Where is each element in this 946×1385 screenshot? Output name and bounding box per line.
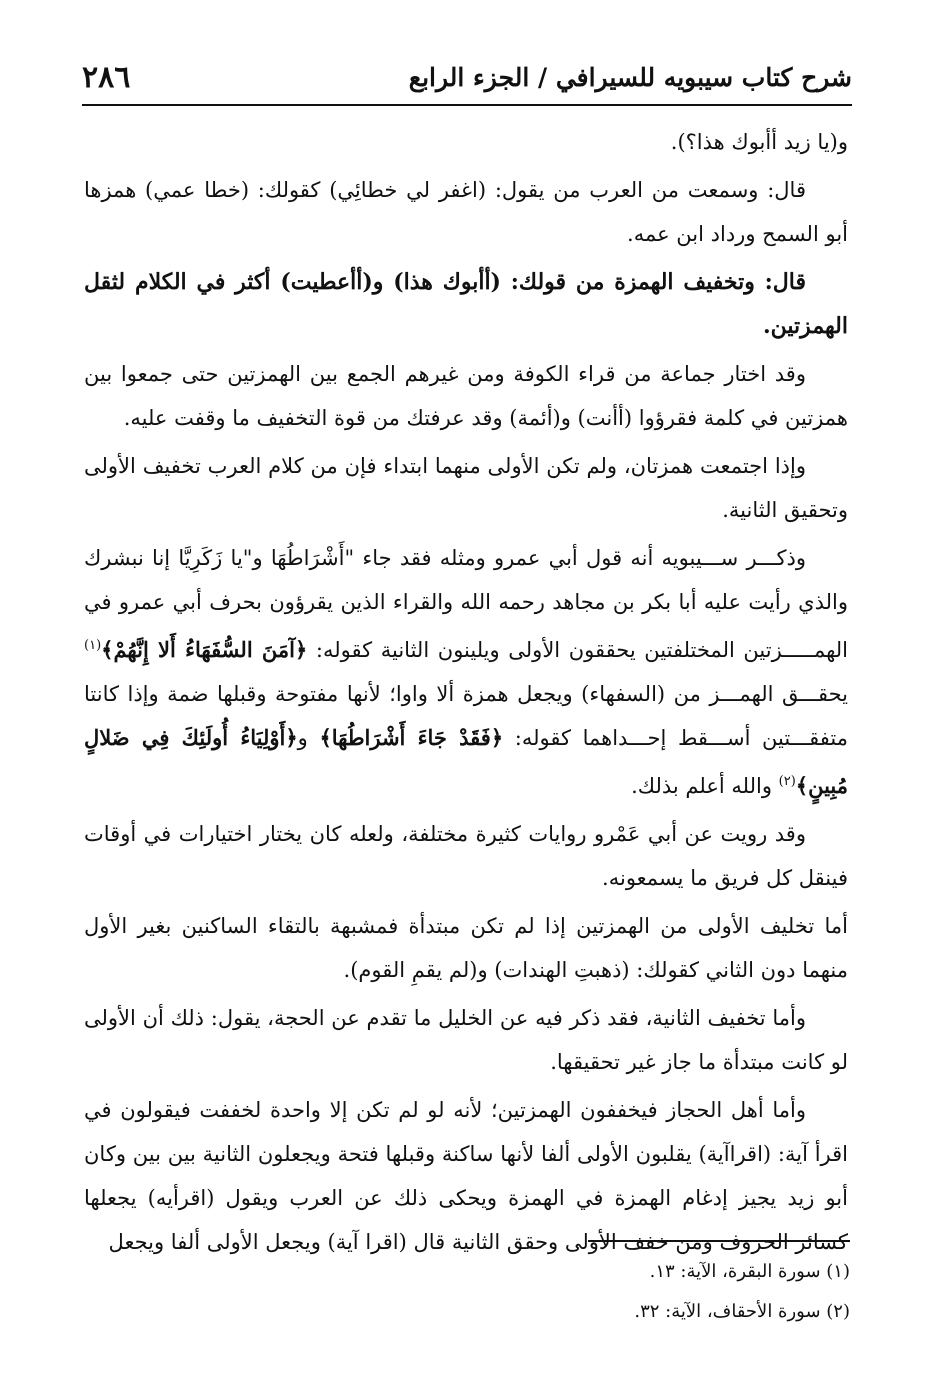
main-text (84, 120, 848, 1268)
text-run: يحقـــق الهمـــز من (السفهاء) ويجعل همزة ألا واوا؛ لأنها مفتوحة وقبلها ضمة وإذا كانتا متفقـــتين أســـقط إحـــداهما كقوله: (84, 682, 848, 750)
book-title: شرح كتاب سيبويه للسيرافي / الجزء الرابع (408, 62, 852, 92)
footnote-ref: (١) (84, 638, 102, 653)
paragraph: وإذا اجتمعت همزتان، ولم تكن الأولى منهما ابتداء فإن من كلام العرب تخفيف الأولى وتحقيق الثانية. (84, 454, 848, 522)
paragraph: وأما أهل الحجاز فيخففون الهمزتين؛ لأنه لو لم تكن إلا واحدة لخففت فيقولون في اقرأ آية: (اقراآية) يقلبون الأولى ألفا لأنها ساكنة وقبلها فتحة ويجعلون الثانية بين بين وكان أبو زيد يجيز إدغام الهمزة في الهمزة ويحكى ذلك عن العرب ويقول (اقرأيه) يجعلها كسائر الحروف ومن خفف الأولى وحقق الثانية قال (اقرا آية) ويجعل الأولى ألفا ويجعل (84, 1098, 848, 1254)
paragraph: قال: وسمعت من العرب من يقول: (اغفر لي خطائِي) كقولك: (خطا عمي) همزها أبو السمح ورداد ابن عمه. (84, 178, 848, 246)
paragraph-heading: قال: وتخفيف الهمزة من قولك: (أأبوك هذا) و(أأعطيت) أكثر في الكلام لثقل الهمزتين. (84, 269, 848, 339)
page-header (82, 52, 852, 102)
quran-quote: ﴿فَقَدْ جَاءَ أَشْرَاطُهَا﴾ (319, 725, 504, 750)
paragraph: و(يا زيد أأبوك هذا؟). (670, 130, 848, 154)
paragraph: وقد اختار جماعة من قراء الكوفة ومن غيرهم الجمع بين الهمزتين حتى جمعوا بين همزتين في كلمة فقرؤوا (أأنت) و(أئمة) وقد عرفتك من قوة التخفيف ما وقفت عليه. (84, 362, 848, 430)
text-run: وذكـــر ســـيبويه أنه قول أبي عمرو ومثله فقد جاء "أَشْرَاطُهَا و"يا زَكَرِيَّا إنا نبشرك والذي رأيت عليه أبا بكر بن مجاهد رحمه الله والقراء الذين يقرؤون بحرف أبي عمرو في الهمـــــزتين المختلفتين يحققون الأولى ويلينون الثانية كقوله: (84, 546, 849, 662)
header-divider (82, 104, 852, 106)
footnote: (٢) سورة الأحقاف، الآية: ٣٢. (634, 1301, 850, 1322)
footnote: (١) سورة البقرة، الآية: ١٣. (649, 1261, 850, 1282)
quran-quote: ﴿أَوْلِيَاءُ أُولَئِكَ فِي ضَلالٍ مُبِينٍ﴾ (84, 725, 848, 798)
footnote-ref: (٢) (778, 774, 796, 789)
footnotes (350, 1252, 850, 1332)
paragraph-with-quran (84, 536, 848, 808)
page-number: ٢٨٦ (82, 59, 131, 95)
text-run: والله أعلم بذلك. (631, 774, 779, 798)
text-run: و (297, 726, 320, 750)
footnote-divider (588, 1240, 850, 1242)
paragraph: وأما تخفيف الثانية، فقد ذكر فيه عن الخليل ما تقدم عن الحجة، يقول: ذلك أن الأولى لو كانت مبتدأة ما جاز غير تحقيقها. (84, 1006, 848, 1074)
quran-quote: ﴿آمَنَ السُّفَهَاءُ أَلا إِنَّهُمْ﴾ (101, 637, 308, 662)
paragraph: وقد رويت عن أبي عَمْرو روايات كثيرة مختلفة، ولعله كان يختار اختيارات في أوقات فينقل كل فريق ما يسمعونه. (84, 822, 848, 890)
paragraph: أما تخليف الأولى من الهمزتين إذا لم تكن مبتدأة فمشبهة بالتقاء الساكنين بغير الأول منهما دون الثاني كقولك: (ذهبتِ الهندات) و(لم يقمِ القوم). (84, 914, 848, 982)
